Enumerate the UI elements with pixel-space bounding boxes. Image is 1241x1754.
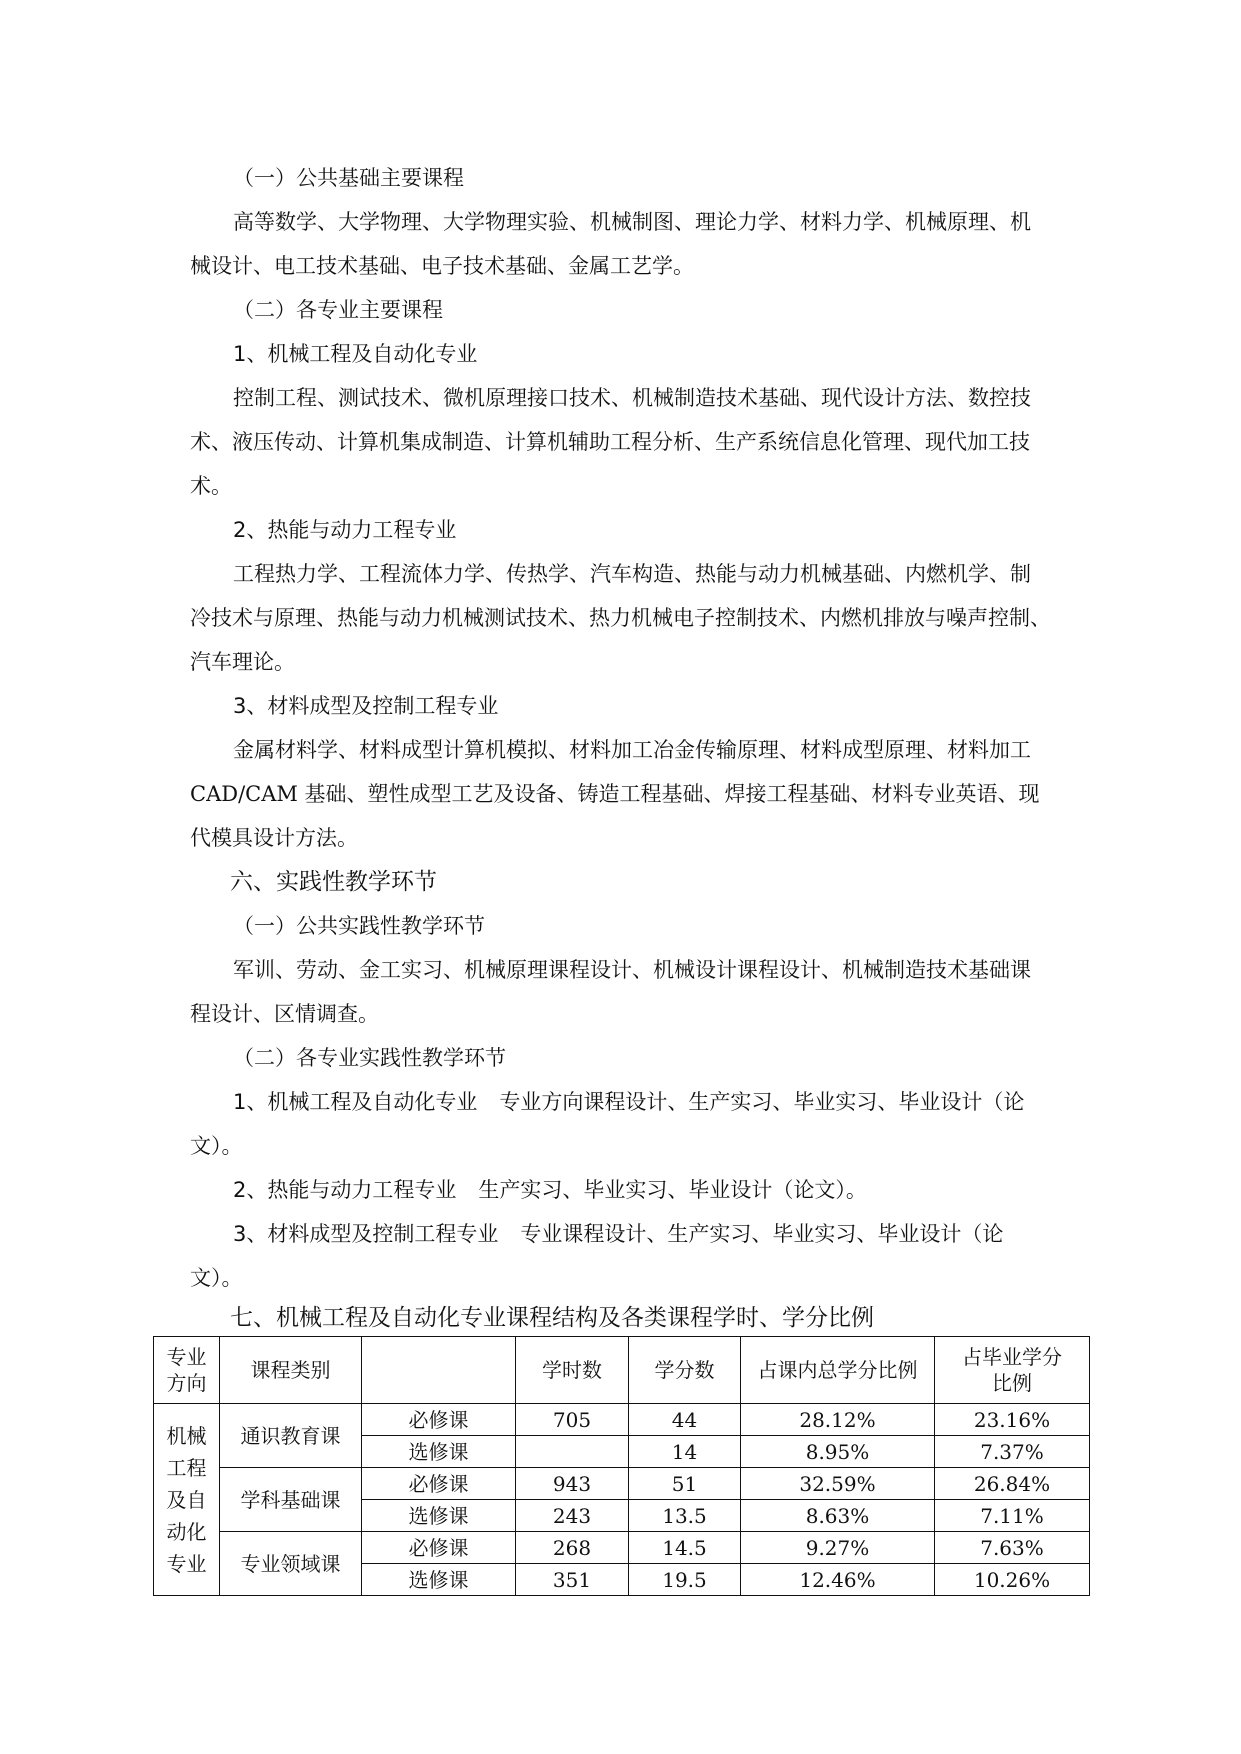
paragraph-line: CAD/CAM 基础、塑性成型工艺及设备、铸造工程基础、焊接工程基础、材料专业英语、现 <box>190 782 1040 806</box>
section-heading-major-courses: （二）各专业主要课程 <box>233 298 443 322</box>
practice-item-lead: 2、热能与动力工程专业 <box>233 1178 457 1202</box>
cell-type: 选修课 <box>362 1564 516 1596</box>
section-heading-public-courses: （一）公共基础主要课程 <box>233 166 464 190</box>
cell-hours <box>516 1436 629 1468</box>
cell-hours: 705 <box>516 1404 629 1436</box>
practice-item <box>233 1088 1024 1116</box>
cell-ratio-grad: 23.16% <box>935 1404 1090 1436</box>
cell-ratio-total: 32.59% <box>741 1468 935 1500</box>
cell-credits: 13.5 <box>629 1500 741 1532</box>
header-category: 课程类别 <box>220 1337 362 1404</box>
cell-type: 必修课 <box>362 1404 516 1436</box>
table-row <box>154 1468 1090 1500</box>
paragraph-line: 汽车理论。 <box>190 650 295 674</box>
direction-text: 专业 <box>166 1551 207 1576</box>
cell-hours: 351 <box>516 1564 629 1596</box>
header-text: 专业 <box>166 1345 207 1369</box>
practice-item-text: 专业方向课程设计、生产实习、毕业实习、毕业设计（论 <box>499 1090 1025 1114</box>
cell-type: 必修课 <box>362 1532 516 1564</box>
major-title: 2、热能与动力工程专业 <box>233 518 457 542</box>
table-row <box>154 1532 1090 1564</box>
direction-text: 工程 <box>166 1455 207 1480</box>
section-heading-table: 七、机械工程及自动化专业课程结构及各类课程学时、学分比例 <box>230 1305 874 1331</box>
section-heading-public-practice: （一）公共实践性教学环节 <box>233 914 485 938</box>
practice-item <box>233 1220 1003 1248</box>
practice-item-text: 专业课程设计、生产实习、毕业实习、毕业设计（论 <box>520 1222 1004 1246</box>
header-ratio-grad <box>935 1337 1090 1404</box>
direction-text: 及自 <box>166 1487 207 1512</box>
major-title: 3、材料成型及控制工程专业 <box>233 694 499 718</box>
cell-ratio-total: 8.95% <box>741 1436 935 1468</box>
cell-ratio-grad: 7.37% <box>935 1436 1090 1468</box>
paragraph-line: 文）。 <box>190 1134 243 1158</box>
practice-item-lead: 1、机械工程及自动化专业 <box>233 1090 478 1114</box>
header-direction <box>154 1337 220 1404</box>
paragraph-line: 控制工程、测试技术、微机原理接口技术、机械制造技术基础、现代设计方法、数控技 <box>233 386 1031 410</box>
direction-text: 动化 <box>166 1519 207 1544</box>
cell-ratio-total: 8.63% <box>741 1500 935 1532</box>
table-header-row <box>154 1337 1090 1404</box>
cell-type: 选修课 <box>362 1500 516 1532</box>
header-ratio-total: 占课内总学分比例 <box>741 1337 935 1404</box>
paragraph-line: 金属材料学、材料成型计算机模拟、材料加工冶金传输原理、材料成型原理、材料加工 <box>233 738 1031 762</box>
cell-category: 学科基础课 <box>220 1468 362 1532</box>
header-credits: 学分数 <box>629 1337 741 1404</box>
cell-credits: 51 <box>629 1468 741 1500</box>
practice-item-lead: 3、材料成型及控制工程专业 <box>233 1222 499 1246</box>
cell-credits: 19.5 <box>629 1564 741 1596</box>
paragraph-line: 程设计、区情调查。 <box>190 1002 379 1026</box>
header-text: 比例 <box>992 1371 1032 1395</box>
cell-hours: 243 <box>516 1500 629 1532</box>
header-type <box>362 1337 516 1404</box>
section-heading-practice: 六、实践性教学环节 <box>230 869 437 895</box>
paragraph-line: 术。 <box>190 474 232 498</box>
header-text: 方向 <box>166 1371 207 1395</box>
cell-hours: 268 <box>516 1532 629 1564</box>
paragraph-line: 军训、劳动、金工实习、机械原理课程设计、机械设计课程设计、机械制造技术基础课 <box>233 958 1031 982</box>
section-heading-major-practice: （二）各专业实践性教学环节 <box>233 1046 506 1070</box>
cell-category: 通识教育课 <box>220 1404 362 1468</box>
paragraph-line: 代模具设计方法。 <box>190 826 358 850</box>
cell-credits: 14.5 <box>629 1532 741 1564</box>
cell-ratio-total: 9.27% <box>741 1532 935 1564</box>
cell-hours: 943 <box>516 1468 629 1500</box>
cell-ratio-grad: 26.84% <box>935 1468 1090 1500</box>
cell-ratio-grad: 7.63% <box>935 1532 1090 1564</box>
cell-ratio-total: 12.46% <box>741 1564 935 1596</box>
paragraph-line: 冷技术与原理、热能与动力机械测试技术、热力机械电子控制技术、内燃机排放与噪声控制、 <box>190 606 1051 630</box>
practice-item <box>233 1176 867 1204</box>
cell-credits: 44 <box>629 1404 741 1436</box>
paragraph-line: 文）。 <box>190 1266 243 1290</box>
direction-text: 机械 <box>166 1423 207 1448</box>
cell-ratio-total: 28.12% <box>741 1404 935 1436</box>
paragraph-line: 术、液压传动、计算机集成制造、计算机辅助工程分析、生产系统信息化管理、现代加工技 <box>190 430 1030 454</box>
cell-category: 专业领域课 <box>220 1532 362 1596</box>
paragraph-line: 工程热力学、工程流体力学、传热学、汽车构造、热能与动力机械基础、内燃机学、制 <box>233 562 1031 586</box>
header-text: 占毕业学分 <box>962 1345 1062 1369</box>
practice-item-text: 生产实习、毕业实习、毕业设计（论文）。 <box>478 1178 867 1202</box>
course-structure-table <box>153 1336 1090 1596</box>
cell-type: 选修课 <box>362 1436 516 1468</box>
cell-credits: 14 <box>629 1436 741 1468</box>
cell-ratio-grad: 10.26% <box>935 1564 1090 1596</box>
table-row <box>154 1404 1090 1436</box>
major-title: 1、机械工程及自动化专业 <box>233 342 478 366</box>
paragraph-line: 高等数学、大学物理、大学物理实验、机械制图、理论力学、材料力学、机械原理、机 <box>233 210 1031 234</box>
cell-type: 必修课 <box>362 1468 516 1500</box>
cell-ratio-grad: 7.11% <box>935 1500 1090 1532</box>
cell-direction <box>154 1404 220 1596</box>
paragraph-line: 械设计、电工技术基础、电子技术基础、金属工艺学。 <box>190 254 694 278</box>
header-hours: 学时数 <box>516 1337 629 1404</box>
